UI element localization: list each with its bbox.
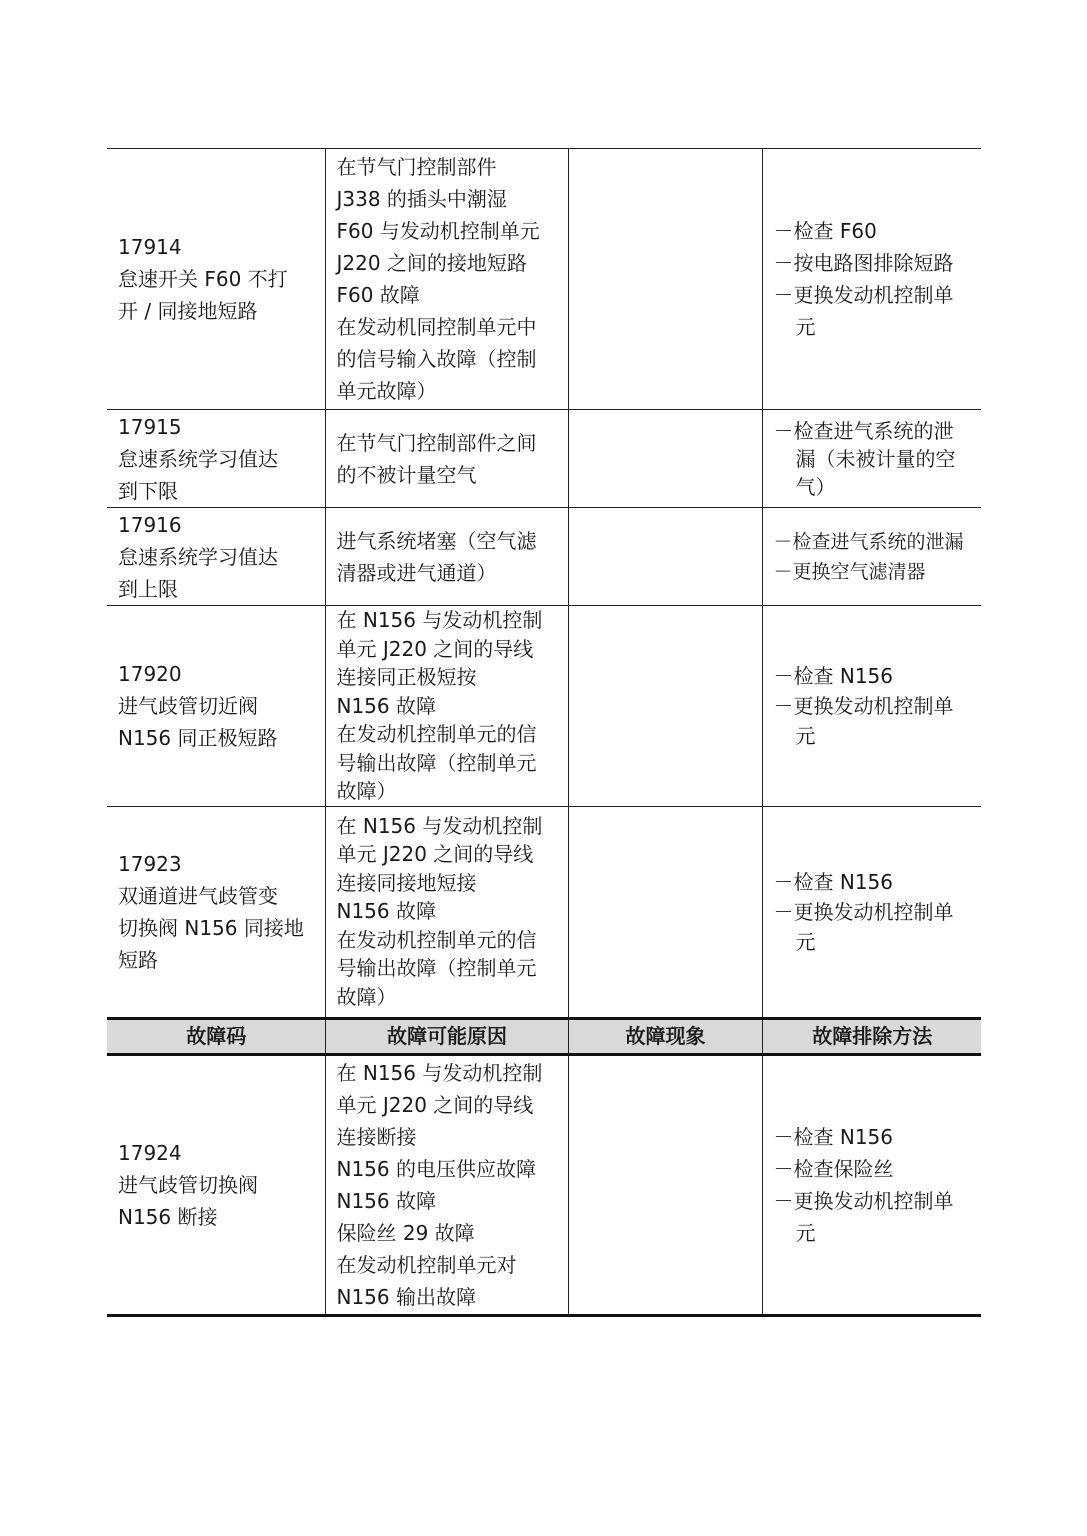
solution-line: －按电路图排除短路 — [773, 251, 954, 275]
symptom-cell — [568, 1054, 762, 1315]
fault-code: 17915 — [118, 414, 182, 439]
cause-line: 保险丝 29 故障 — [336, 1220, 475, 1245]
cause-line: 连接同接地短接 — [336, 870, 477, 895]
fault-desc-line: 双通道进气歧管变 — [118, 883, 278, 908]
table-row — [107, 606, 981, 807]
cause-line: 在节气门控制部件之间 — [336, 430, 537, 455]
fault-desc-line: N156 同正极短路 — [118, 725, 278, 750]
header-solution: 故障排除方法 — [762, 1018, 981, 1054]
code-cell — [107, 1054, 325, 1315]
cause-line: N156 输出故障 — [336, 1284, 476, 1309]
cause-line: 在发动机控制单元的信 — [336, 722, 537, 746]
fault-desc-line: 短路 — [118, 947, 158, 972]
fault-code: 17914 — [118, 235, 182, 259]
header-cause: 故障可能原因 — [325, 1018, 568, 1054]
cause-cell — [325, 806, 568, 1018]
code-cell — [107, 606, 325, 807]
cause-line: N156 故障 — [336, 1188, 436, 1213]
solution-line: －检查 F60 — [773, 219, 877, 243]
cause-line: N156 的电压供应故障 — [336, 1156, 536, 1181]
cause-line: 单元 J220 之间的导线 — [336, 636, 534, 661]
symptom-cell — [568, 149, 762, 410]
cause-line: 在发动机控制单元对 — [336, 1252, 517, 1277]
fault-code: 17924 — [118, 1140, 182, 1165]
fault-desc-line: 切换阀 N156 同接地 — [118, 915, 304, 940]
fault-code: 17920 — [118, 661, 182, 686]
fault-desc-line: 怠速系统学习值达 — [118, 446, 278, 471]
solution-line: －更换空气滤清器 — [773, 560, 926, 583]
table-row — [107, 806, 981, 1018]
cause-line: 在节气门控制部件 — [336, 155, 497, 179]
cause-cell — [325, 149, 568, 410]
solution-cell — [762, 410, 981, 508]
fault-desc-line: 到下限 — [118, 478, 178, 503]
cause-line: 在 N156 与发动机控制 — [336, 608, 543, 632]
cause-cell — [325, 1054, 568, 1315]
fault-desc-line: 进气歧管切近阀 — [118, 693, 258, 718]
solution-cell — [762, 606, 981, 807]
cause-line: 在发动机同控制单元中 — [336, 315, 537, 339]
cause-line: N156 故障 — [336, 693, 436, 718]
symptom-cell — [568, 806, 762, 1018]
solution-cell — [762, 508, 981, 606]
table-row — [107, 410, 981, 508]
symptom-cell — [568, 508, 762, 606]
cause-line: J220 之间的接地短路 — [336, 251, 527, 275]
solution-line: －检查进气系统的泄漏 — [773, 530, 964, 553]
solution-line: －更换发动机控制单元 — [773, 899, 954, 954]
cause-cell — [325, 606, 568, 807]
cause-line: 故障） — [336, 779, 397, 803]
cause-line: 号输出故障（控制单元 — [336, 750, 537, 775]
header-code: 故障码 — [107, 1018, 325, 1054]
cause-line: 单元故障） — [336, 379, 437, 403]
solution-line: －检查 N156 — [773, 663, 893, 688]
table-row — [107, 508, 981, 606]
code-cell — [107, 508, 325, 606]
solution-line: －检查进气系统的泄漏（未被计量的空气） — [773, 418, 956, 499]
header-symptom: 故障现象 — [568, 1018, 762, 1054]
cause-line: 在 N156 与发动机控制 — [336, 813, 543, 838]
solution-line: －检查 N156 — [773, 869, 893, 894]
cause-line: 的不被计量空气 — [336, 462, 477, 487]
cause-line: J338 的插头中潮湿 — [336, 187, 507, 211]
fault-desc-line: 到上限 — [118, 576, 178, 601]
cause-line: 号输出故障（控制单元 — [336, 956, 537, 981]
cause-cell — [325, 508, 568, 606]
fault-desc-line: 进气歧管切换阀 — [118, 1172, 258, 1197]
fault-desc-line: 怠速系统学习值达 — [118, 544, 278, 569]
cause-line: 在 N156 与发动机控制 — [336, 1060, 543, 1085]
fault-code: 17923 — [118, 851, 182, 876]
solution-cell — [762, 1054, 981, 1315]
solution-line: －更换发动机控制单元 — [773, 693, 954, 748]
fault-desc-line: N156 断接 — [118, 1204, 218, 1229]
symptom-cell — [568, 410, 762, 508]
table-header-row — [107, 1018, 981, 1054]
code-cell — [107, 149, 325, 410]
solution-line: －检查保险丝 — [773, 1156, 894, 1181]
fault-desc-line: 开 / 同接地短路 — [118, 299, 258, 323]
code-cell — [107, 806, 325, 1018]
cause-line: 进气系统堵塞（空气滤 — [336, 528, 537, 553]
table-row — [107, 149, 981, 410]
cause-line: N156 故障 — [336, 899, 436, 924]
solution-cell — [762, 149, 981, 410]
fault-desc-line: 怠速开关 F60 不打 — [118, 267, 288, 291]
cause-line: 连接断接 — [336, 1124, 417, 1149]
cause-line: 单元 J220 之间的导线 — [336, 1092, 534, 1117]
code-cell — [107, 410, 325, 508]
cause-line: 清器或进气通道） — [336, 560, 497, 585]
cause-line: 在发动机控制单元的信 — [336, 927, 537, 952]
solution-line: －更换发动机控制单元 — [773, 283, 954, 339]
cause-line: 故障） — [336, 984, 397, 1009]
cause-line: F60 故障 — [336, 283, 420, 307]
cause-cell — [325, 410, 568, 508]
solution-line: －更换发动机控制单元 — [773, 1188, 954, 1245]
cause-line: F60 与发动机控制单元 — [336, 219, 540, 243]
symptom-cell — [568, 606, 762, 807]
cause-line: 连接同正极短按 — [336, 665, 477, 689]
cause-line: 的信号输入故障（控制 — [336, 347, 537, 371]
cause-line: 单元 J220 之间的导线 — [336, 842, 534, 867]
table-row — [107, 1054, 981, 1315]
fault-code-table — [107, 148, 981, 1317]
solution-line: －检查 N156 — [773, 1124, 893, 1149]
fault-code: 17916 — [118, 512, 182, 537]
solution-cell — [762, 806, 981, 1018]
